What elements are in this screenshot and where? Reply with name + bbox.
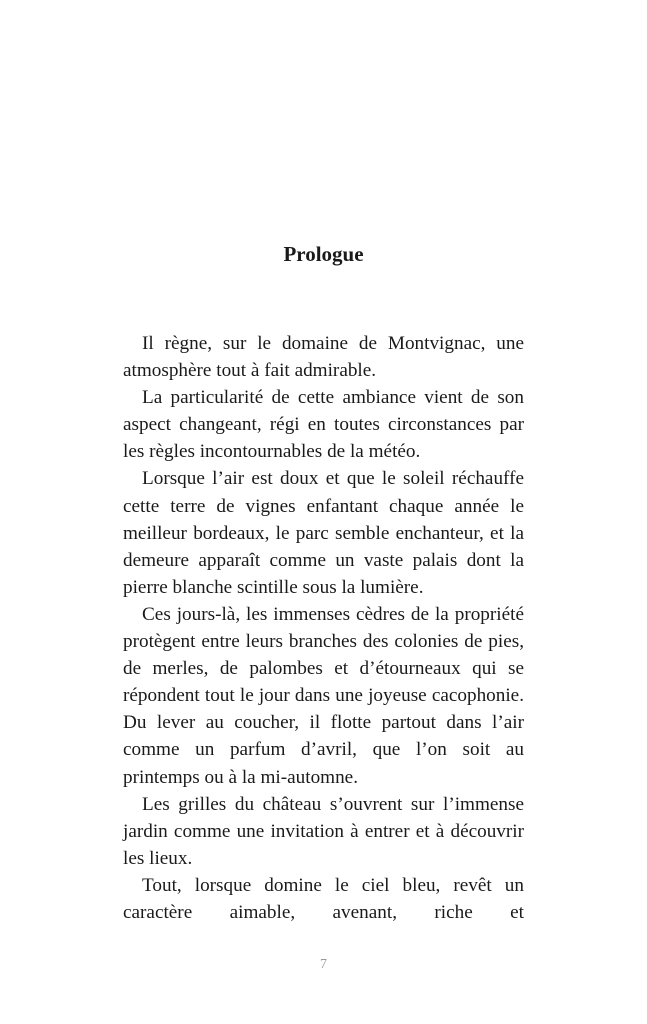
paragraph: Lorsque l’air est doux et que le soleil réchauffe cette terre de vignes enfantant chaque année le meilleur bordeaux, le parc semble enchanteur, et la demeure apparaît comme un vaste palais dont la pierre blanche scintille sous la lumière.	[123, 468, 524, 598]
chapter-title: Prologue	[283, 242, 364, 266]
paragraph: Ces jours-là, les immenses cèdres de la propriété protègent entre leurs branches des colonies de pies, de merles, de palombes et d’étourneaux qui se répondent tout le jour dans une joyeuse cacophonie. Du lever au coucher, il flotte partout dans l’air comme un parfum d’avril, que l’on soit au printemps ou à la mi-automne.	[123, 603, 524, 788]
body-text	[123, 330, 524, 926]
paragraph: La particularité de cette ambiance vient de son aspect changeant, régi en toutes circonstances par les règles incontournables de la météo.	[123, 387, 524, 463]
paragraph: Tout, lorsque domine le ciel bleu, revêt un caractère aimable, avenant, riche et	[123, 874, 524, 923]
page-number: 7	[320, 957, 327, 972]
paragraph: Les grilles du château s’ouvrent sur l’immense jardin comme une invitation à entrer et à découvrir les lieux.	[123, 793, 524, 869]
paragraph: Il règne, sur le domaine de Montvignac, une atmosphère tout à fait admirable.	[123, 333, 524, 382]
